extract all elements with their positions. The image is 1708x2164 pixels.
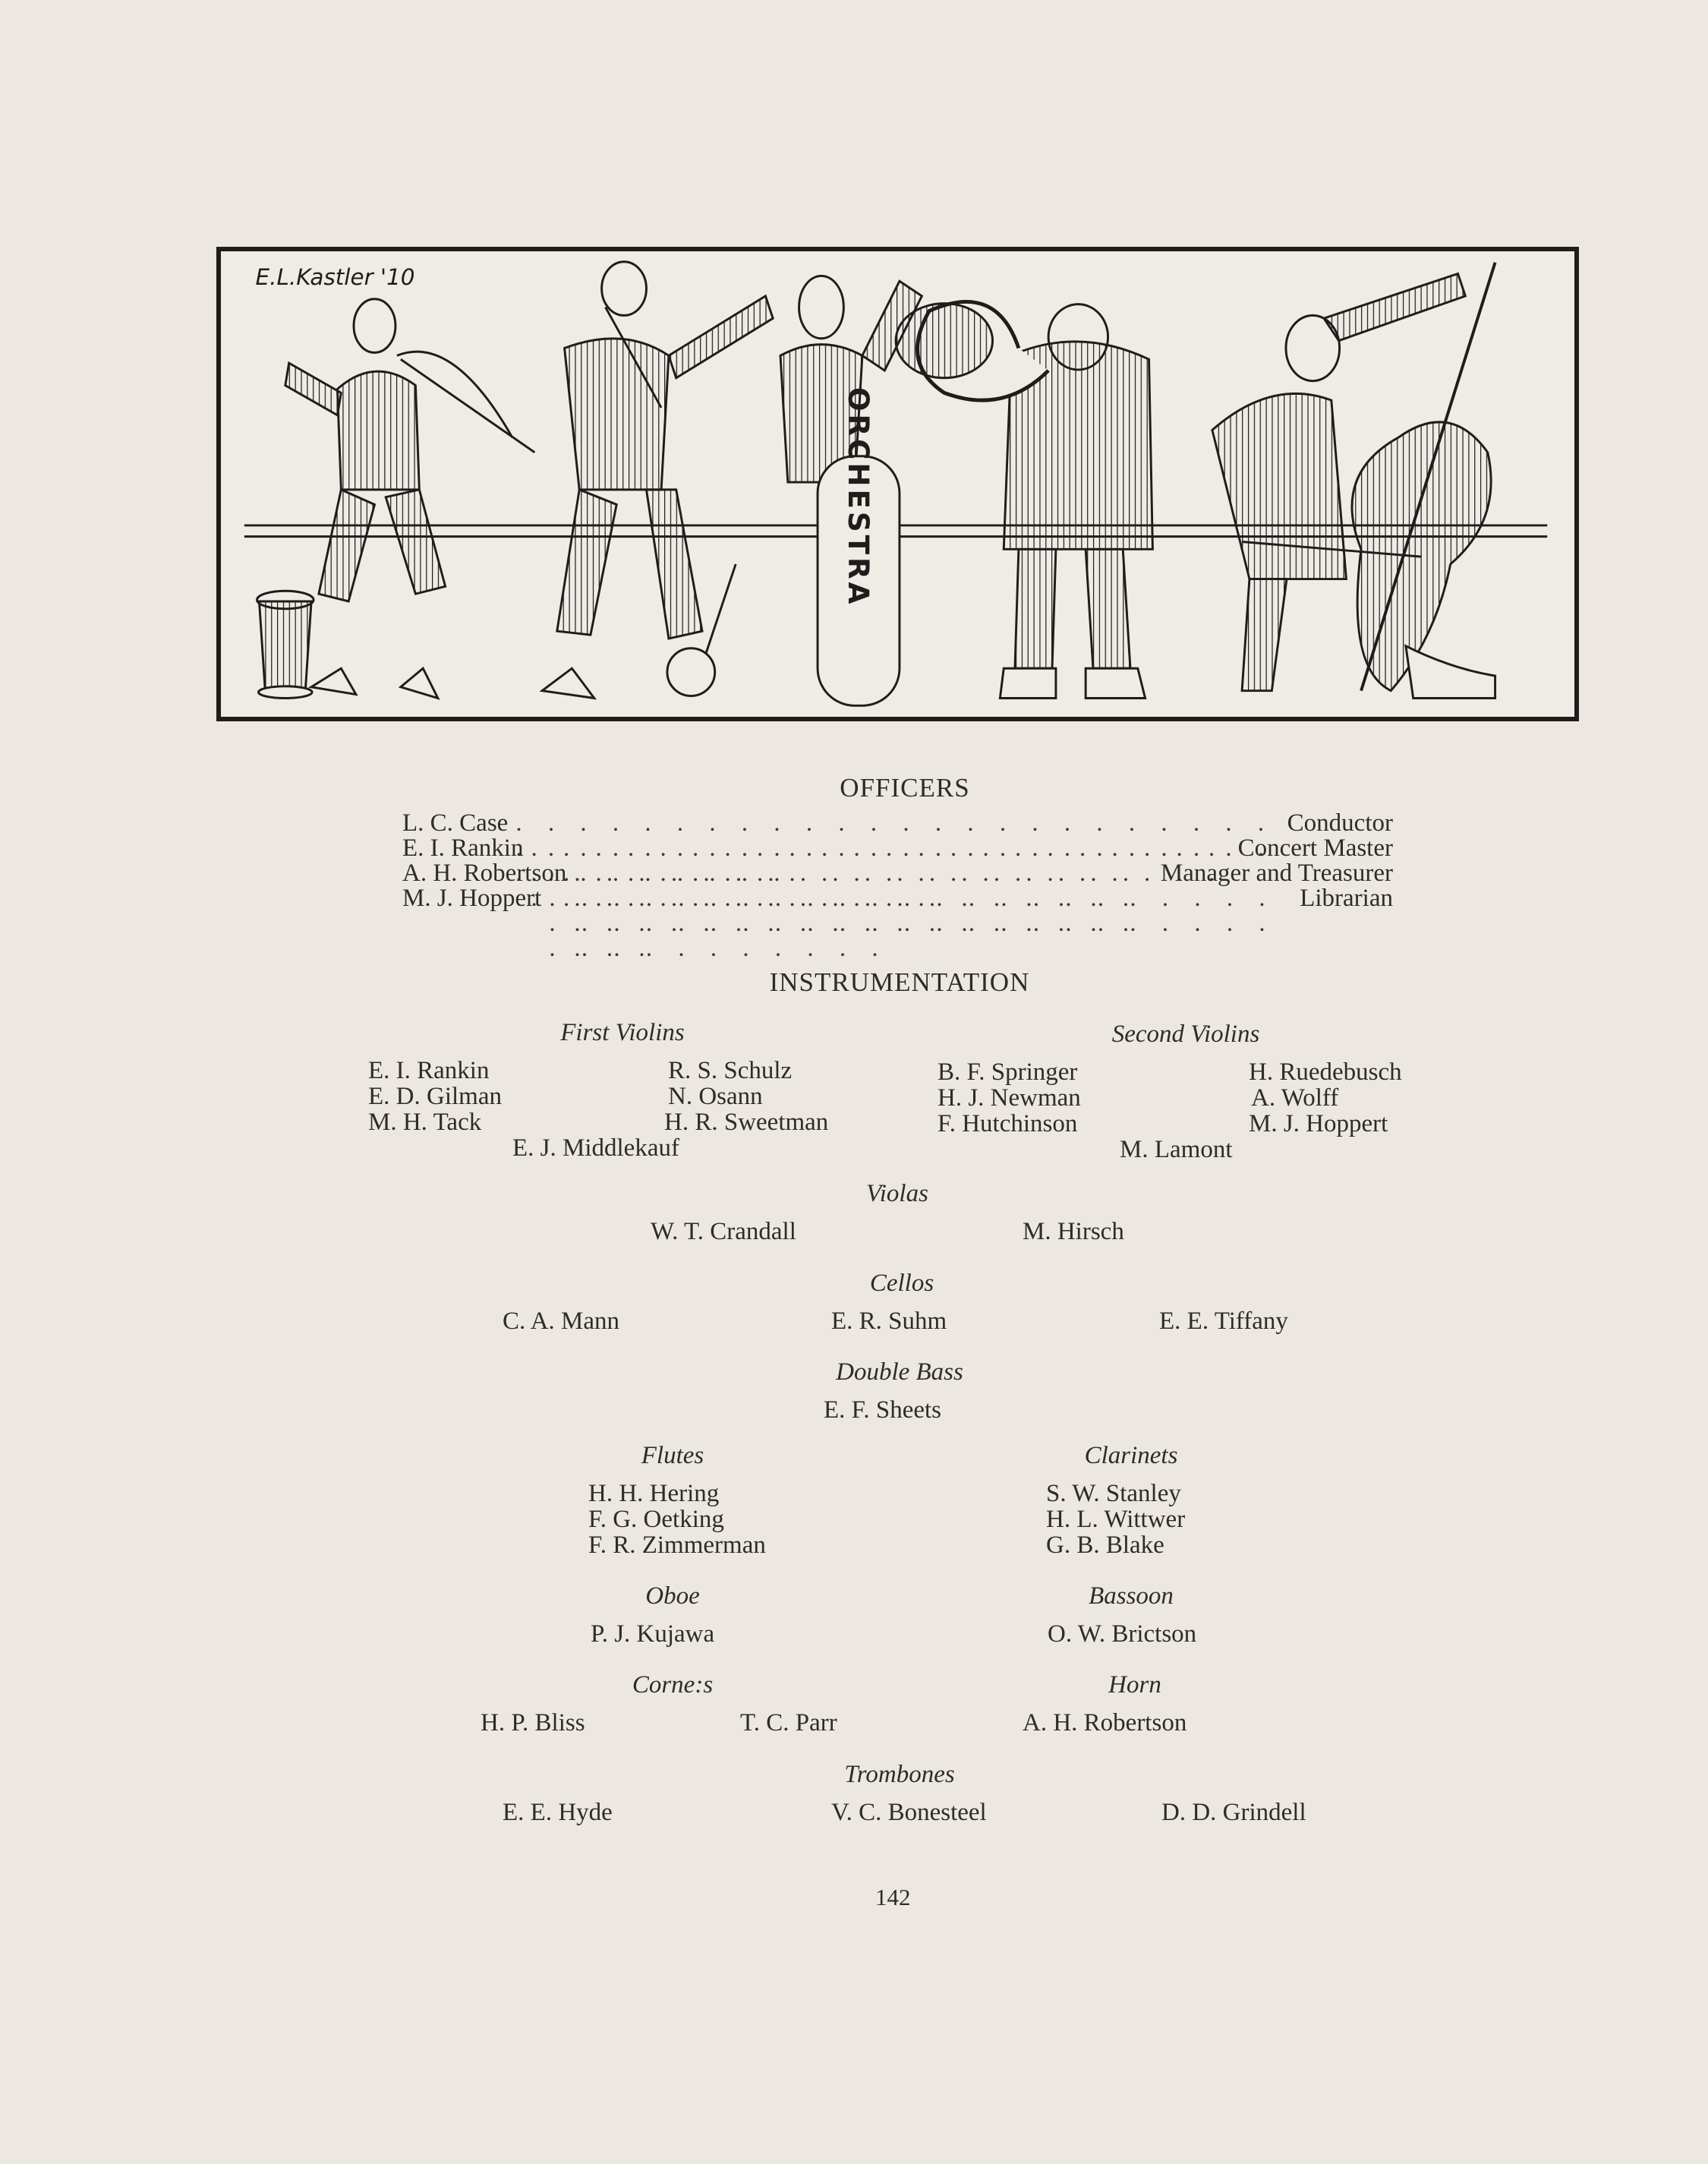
leader-dots: [549, 886, 1292, 961]
cornets-name: T. C. Parr: [740, 1709, 837, 1737]
flutes-name: F. G. Oetking: [588, 1506, 724, 1533]
first-violins-label: First Violins: [560, 1019, 685, 1046]
violas-name: M. Hirsch: [1023, 1218, 1124, 1245]
officer-row: [402, 861, 1393, 886]
cellos-label: Cellos: [869, 1270, 934, 1297]
officer-name: M. J. Hoppert: [402, 885, 542, 912]
clarinets-name: H. L. Wittwer: [1046, 1506, 1186, 1533]
officer-name: L. C. Case: [402, 809, 509, 837]
first-violins-name: R. S. Schulz: [668, 1057, 793, 1084]
second-violins-name: B. F. Springer: [938, 1058, 1078, 1086]
trombones-name: E. E. Hyde: [503, 1799, 613, 1826]
bassoon-name: O. W. Brictson: [1048, 1620, 1197, 1648]
officer-row: [402, 811, 1393, 836]
cellos-name: E. R. Suhm: [831, 1308, 947, 1335]
clarinets-name: S. W. Stanley: [1046, 1480, 1181, 1507]
second-violins-name: H. Ruedebusch: [1249, 1058, 1402, 1086]
officer-name: A. H. Robertson: [402, 860, 567, 887]
oboe-name: P. J. Kujawa: [591, 1620, 715, 1648]
first-violins-name: H. R. Sweetman: [664, 1109, 829, 1136]
cornets-name: H. P. Bliss: [481, 1709, 585, 1737]
officers-list: [402, 811, 1393, 911]
second-violins-name: M. J. Hoppert: [1249, 1110, 1388, 1137]
first-violins-name: N. Osann: [668, 1083, 763, 1110]
trombones-name: D. D. Grindell: [1161, 1799, 1306, 1826]
officer-role: Concert Master: [1237, 834, 1393, 862]
officers-heading: OFFICERS: [840, 773, 970, 803]
cellos-name: C. A. Mann: [503, 1308, 620, 1335]
double-bass-player-figure: [1212, 263, 1495, 699]
second-violins-name: A. Wolff: [1251, 1084, 1339, 1112]
cellos-name: E. E. Tiffany: [1159, 1308, 1288, 1335]
top-hat-icon: [257, 591, 314, 698]
oboe-label: Oboe: [645, 1582, 700, 1610]
second-violins-name: H. J. Newman: [938, 1084, 1081, 1112]
horn-label: Horn: [1108, 1671, 1161, 1699]
clarinets-label: Clarinets: [1084, 1442, 1178, 1469]
trombones-label: Trombones: [844, 1761, 955, 1788]
first-violins-name: E. J. Middlekauf: [512, 1134, 679, 1162]
flutes-name: H. H. Hering: [588, 1480, 720, 1507]
tuba-player-figure: [896, 301, 1152, 698]
first-violins-name: E. D. Gilman: [368, 1083, 502, 1110]
double-bass-name: E. F. Sheets: [824, 1396, 942, 1424]
orchestra-illustration: [216, 247, 1579, 721]
officer-role: Conductor: [1287, 809, 1393, 837]
cornets-label: Corne:s: [632, 1671, 714, 1699]
second-violins-name: F. Hutchinson: [938, 1110, 1078, 1137]
flutes-label: Flutes: [641, 1442, 704, 1469]
first-violins-name: E. I. Rankin: [368, 1057, 490, 1084]
officer-role: Librarian: [1300, 885, 1393, 912]
double-bass-label: Double Bass: [836, 1358, 963, 1386]
officer-role: Manager and Treasurer: [1160, 860, 1393, 887]
page-number: 142: [875, 1884, 911, 1910]
officer-row: [402, 886, 1393, 911]
flutes-name: F. R. Zimmerman: [588, 1532, 766, 1559]
illustrator-signature: E.L.Kastler '10: [255, 264, 415, 291]
clarinets-name: G. B. Blake: [1046, 1532, 1164, 1559]
violas-label: Violas: [866, 1180, 928, 1207]
second-violins-label: Second Violins: [1111, 1020, 1260, 1048]
officer-row: [402, 836, 1393, 861]
officer-name: E. I. Rankin: [402, 834, 524, 862]
trombones-name: V. C. Bonesteel: [831, 1799, 987, 1826]
drum-label: ORCHESTRA: [842, 386, 876, 607]
first-violins-name: M. H. Tack: [368, 1109, 482, 1136]
violinist-figure: [285, 299, 535, 699]
horn-name: A. H. Robertson: [1023, 1709, 1187, 1737]
violas-name: W. T. Crandall: [651, 1218, 796, 1245]
orchestra-cartoon: [221, 251, 1574, 717]
flutist-figure: [542, 262, 773, 699]
second-violins-name: M. Lamont: [1120, 1136, 1233, 1163]
instrumentation-heading: INSTRUMENTATION: [769, 967, 1030, 997]
bassoon-label: Bassoon: [1089, 1582, 1174, 1610]
